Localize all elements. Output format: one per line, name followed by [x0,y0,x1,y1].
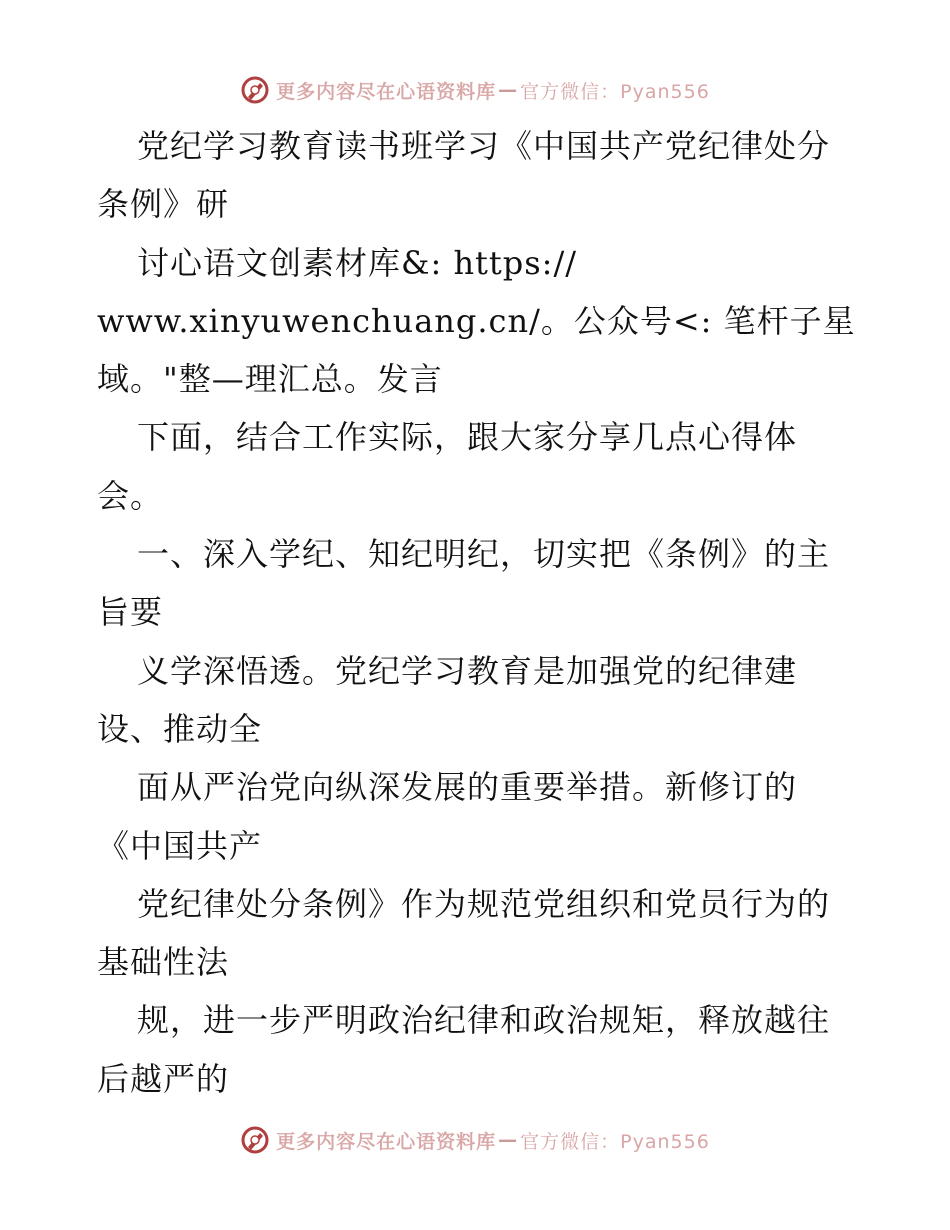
text-line: 条例》研 [97,185,230,224]
header-watermark [0,70,950,110]
text-line: 设、推动全 [97,709,263,748]
text-line: 《中国共产 [97,826,263,865]
text-line: 面从严治党向纵深发展的重要举措。新修订的 [137,768,798,807]
watermark-text: 更多内容尽在心语资料库 [276,80,497,103]
text-line: 会。 [97,476,164,515]
logo-icon [240,75,270,105]
watermark-contact: 官方微信：Pyan556 [520,80,710,103]
text-line: 规，进一步严明政治纪律和政治规矩，释放越往 [137,1001,831,1040]
text-line: 党纪律处分条例》作为规范党组织和党员行为的 [137,884,831,923]
text-line: 一、深入学纪、知纪明纪，切实把《条例》的主 [137,535,831,574]
watermark-text: 更多内容尽在心语资料库 [276,1130,497,1153]
text-line: 党纪学习教育读书班学习《中国共产党纪律处分 [137,127,831,165]
text-line: 下面，结合工作实际，跟大家分享几点心得体 [137,418,798,457]
text-line: 域。"整—理汇总。发言 [97,360,443,399]
text-line: 基础性法 [97,943,230,982]
text-line: www.xinyuwenchuang.cn/。公众号<: 笔杆子星 [97,301,856,340]
text-line: 讨心语文创素材库&: https:// [137,243,578,282]
watermark-contact: 官方微信：Pyan556 [520,1130,710,1153]
document-body [97,117,857,1108]
watermark-dash: — [498,79,519,101]
footer-watermark [0,1120,950,1160]
watermark-dash: — [498,1129,519,1151]
logo-icon [240,1125,270,1155]
text-line: 旨要 [97,593,164,632]
text-line: 后越严的 [97,1059,230,1098]
text-line: 义学深悟透。党纪学习教育是加强党的纪律建 [137,651,798,690]
